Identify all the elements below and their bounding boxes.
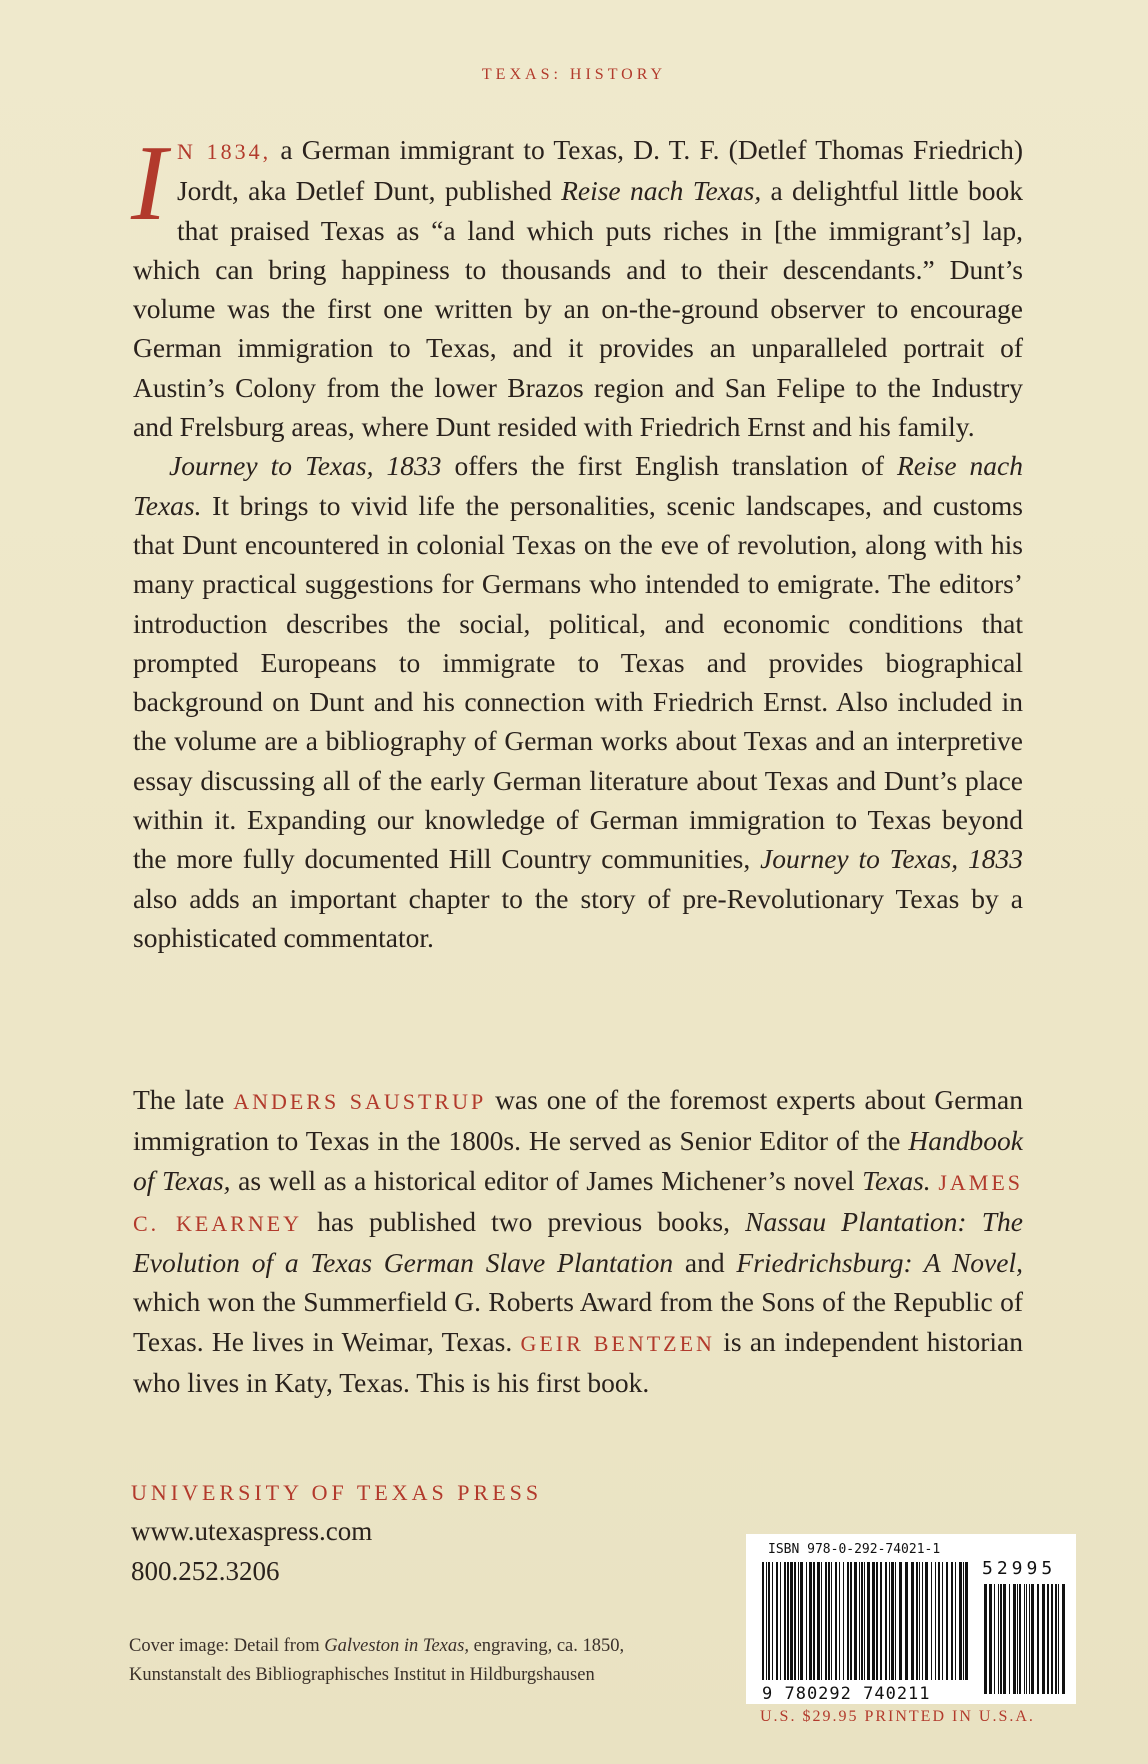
barcode-bar <box>843 1562 844 1680</box>
barcode-bar <box>891 1562 894 1680</box>
barcode-bar <box>1017 1584 1018 1694</box>
barcode-bar <box>931 1562 932 1680</box>
publisher-phone: 800.252.3206 <box>131 1556 280 1586</box>
barcode-bar <box>828 1562 830 1680</box>
barcode-bar <box>1058 1584 1059 1694</box>
barcode-bar <box>806 1562 807 1680</box>
barcode-bar <box>989 1584 992 1694</box>
price-and-print-line: U.S. $29.95 PRINTED IN U.S.A. <box>760 1708 1035 1725</box>
barcode-bar <box>994 1584 995 1694</box>
publisher-name: UNIVERSITY OF TEXAS PRESS <box>131 1480 543 1505</box>
barcode-bar <box>850 1562 852 1680</box>
barcode-bar <box>859 1562 860 1680</box>
barcode-bar <box>813 1562 815 1680</box>
barcode-bar <box>831 1562 832 1680</box>
cover-image-credit: Cover image: Detail from Galveston in Texas, engraving, ca. 1850, Kunstanstalt des Bibliographisches Institut in Hildburgshausen <box>129 1636 625 1685</box>
barcode-bar <box>821 1562 822 1680</box>
barcode-bar <box>1009 1584 1010 1694</box>
barcode-bar <box>776 1562 778 1680</box>
barcode-bar <box>905 1562 908 1680</box>
author-name-bentzen: GEIR BENTZEN <box>520 1330 715 1356</box>
barcode-digits: 9 780292 740211 <box>762 1684 931 1704</box>
barcode-bar <box>1042 1584 1045 1694</box>
category-label: TEXAS: HISTORY <box>481 66 667 83</box>
barcode-bar <box>784 1562 786 1680</box>
barcode-bar <box>839 1562 840 1680</box>
barcode-bar <box>1026 1584 1027 1694</box>
author-bios <box>133 1080 1023 1402</box>
barcode-bar <box>794 1562 796 1680</box>
barcode-bar <box>925 1562 928 1680</box>
barcode-bar <box>1037 1584 1039 1694</box>
barcode-bar <box>1013 1584 1016 1694</box>
price-addon-barcode <box>984 1584 1066 1698</box>
barcode-bar <box>895 1562 896 1680</box>
barcode-bar <box>768 1562 770 1680</box>
author-name-kearney: JAMES C. KEARNEY <box>133 1169 1023 1236</box>
barcode-bar <box>835 1562 837 1680</box>
barcode-bar <box>1062 1584 1065 1694</box>
barcode-bar <box>899 1562 902 1680</box>
barcode-bar <box>889 1562 890 1680</box>
barcode-bar <box>951 1562 953 1680</box>
barcode-bar <box>935 1562 936 1680</box>
barcode-bar <box>800 1562 803 1680</box>
description-paragraph-2: Journey to Texas, 1833 offers the first English translation of Reise nach Texas. It brings to vivid life the personalities, scenic landscapes, and customs that Dunt encountered in colonial Texas on the eve of revolution, along with his many practical suggestions for Germans who intended to emigrate. The editors’ introduction describes the social, political, and economic conditions that prompted Europeans to immigrate to Texas and provides biographical background on Dunt and his connection with Friedrich Ernst. Also included in the volume are a bibliography of German works about Texas and an interpretive essay discussing all of the early German literature about Texas and Dunt’s place within it. Expanding our knowledge of German immigration to Texas beyond the more fully documented Hill Country communities, Journey to Texas, 1833 also adds an important chapter to the story of pre-Revolutionary Texas by a sophisticated commentator. <box>133 450 1024 953</box>
barcode-bar <box>1029 1584 1030 1694</box>
barcode-bar <box>1047 1584 1049 1694</box>
barcode <box>746 1534 1076 1704</box>
barcode-bar <box>854 1562 857 1680</box>
barcode-bar <box>825 1562 827 1680</box>
barcode-bar <box>919 1562 920 1680</box>
barcode-bar <box>876 1562 878 1680</box>
barcode-bar <box>867 1562 870 1680</box>
barcode-bar <box>916 1562 918 1680</box>
barcode-bar <box>790 1562 793 1680</box>
barcode-bar <box>911 1562 914 1680</box>
barcode-bar <box>938 1562 940 1680</box>
barcode-bar <box>942 1562 943 1680</box>
barcode-bar <box>872 1562 875 1680</box>
barcode-bar <box>998 1584 999 1694</box>
barcode-bar <box>1003 1584 1006 1694</box>
barcode-bar <box>847 1562 849 1680</box>
barcode-bar <box>1000 1584 1002 1694</box>
barcode-bar <box>880 1562 882 1680</box>
barcode-bar <box>1024 1584 1025 1694</box>
description <box>131 124 1024 957</box>
author-name-saustrup: ANDERS SAUSTRUP <box>233 1089 487 1114</box>
barcode-bar <box>984 1584 987 1694</box>
barcode-bar <box>861 1562 863 1680</box>
description-paragraph-1: I N 1834, a German immigrant to Texas, D. T. F. (Detlef Thomas Friedrich) Jordt, aka Detlef Dunt, published Reise nach Texas, a delightful little book that praised Texas as “a land which puts riches in [the immigrant’s] lap, which can bring happiness to thousands and to their descendants.” Dunt’s volume was the first one written by an on-the-ground observer to encourage German immigration to Texas, and it provides an unparalleled portrait of Austin’s Colony from the lower Brazos region and San Felipe to the Industry and Frelsburg areas, where Dunt resided with Friedrich Ernst and his family. <box>131 124 1023 443</box>
barcode-bar <box>1031 1584 1034 1694</box>
barcode-bar <box>922 1562 923 1680</box>
barcode-bar <box>1051 1584 1053 1694</box>
barcode-bar <box>1055 1584 1057 1694</box>
barcode-bar <box>780 1562 781 1680</box>
barcode-bar <box>955 1562 956 1680</box>
barcode-bar <box>798 1562 799 1680</box>
barcode-bar <box>946 1562 948 1680</box>
barcode-bar <box>864 1562 865 1680</box>
price-code: 52995 <box>982 1558 1057 1579</box>
publisher-website[interactable]: www.utexaspress.com <box>131 1516 373 1546</box>
barcode-bar <box>772 1562 773 1680</box>
isbn-label: ISBN 978-0-292-74021-1 <box>768 1542 941 1557</box>
barcode-bar <box>885 1562 887 1680</box>
barcode-bar <box>1019 1584 1021 1694</box>
bio-paragraph: The late ANDERS SAUSTRUP was one of the foremost experts about German immigration to Texas in the 1800s. He served as Senior Editor of the Handbook of Texas, as well as a historical editor of James Michener’s novel Texas. JAMES C. KEARNEY has published two previous books, Nassau Plantation: The Evolution of a Texas German Slave Plantation and Friedrichsburg: A Novel, which won the Summerfield G. Roberts Award from the Sons of the Republic of Texas. He lives in Weimar, Texas. GEIR BENTZEN is an independent historian who lives in Katy, Texas. This is his first book. <box>133 1084 1024 1399</box>
ean-barcode <box>762 1562 972 1686</box>
barcode-bar <box>963 1562 964 1680</box>
barcode-bar <box>959 1562 962 1680</box>
barcode-bar <box>787 1562 789 1680</box>
barcode-bar <box>809 1562 812 1680</box>
drop-cap: I <box>131 124 167 243</box>
barcode-bar <box>766 1562 767 1680</box>
barcode-bar <box>965 1562 968 1680</box>
barcode-bar <box>817 1562 820 1680</box>
lead-year: N 1834, <box>176 139 272 164</box>
barcode-bar <box>762 1562 764 1680</box>
